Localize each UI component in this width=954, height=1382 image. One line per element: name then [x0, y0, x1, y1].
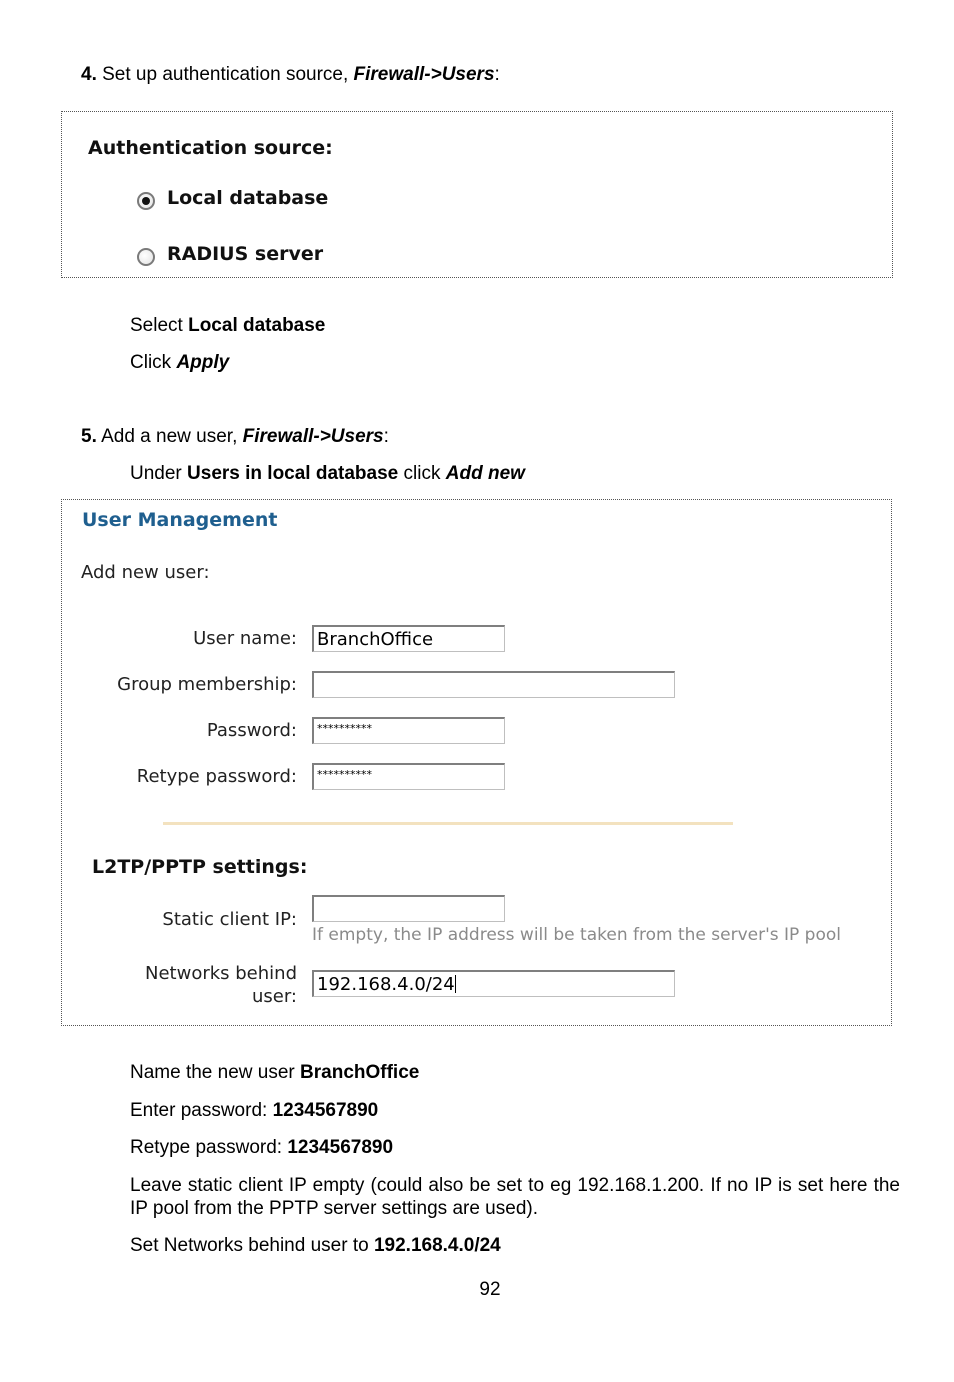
- static-ip-instruction: Leave static client IP empty (could also be set to eg 192.168.1.200. If no IP is set here the IP pool from the PPTP server settings are used).: [130, 1175, 900, 1219]
- networks-value: 192.168.4.0/24: [317, 974, 455, 995]
- username-input[interactable]: BranchOffice: [312, 625, 505, 652]
- step4-path: Firewall->Users: [353, 64, 495, 85]
- networks-behind-user-label: [102, 962, 297, 1008]
- static-client-ip-label: Static client IP:: [162, 909, 297, 930]
- networks-behind-user-input[interactable]: [312, 970, 675, 997]
- networks-instruction: [130, 1235, 501, 1257]
- username-label: User name:: [193, 628, 297, 649]
- group-membership-input[interactable]: [312, 671, 675, 698]
- auth-source-title: Authentication source:: [88, 137, 333, 159]
- pw-prefix: Enter password:: [130, 1100, 273, 1121]
- step5-colon: :: [383, 426, 389, 447]
- page-number: 92: [479, 1279, 501, 1300]
- password-input[interactable]: **********: [312, 717, 505, 744]
- click-value: Apply: [176, 352, 230, 373]
- retype-prefix: Retype password:: [130, 1137, 288, 1158]
- password-instruction: [130, 1100, 378, 1122]
- radius-server-radio[interactable]: [137, 248, 155, 266]
- user-management-panel: [61, 499, 892, 1026]
- name-instruction: [130, 1062, 419, 1084]
- group-membership-label: Group membership:: [117, 674, 297, 695]
- under-prefix: Under: [130, 463, 188, 484]
- under-instruction: [130, 463, 525, 485]
- static-ip-hint: If empty, the IP address will be taken from the server's IP pool: [312, 925, 842, 945]
- under-mid: click: [398, 463, 446, 484]
- networks-prefix: Set Networks behind user to: [130, 1235, 374, 1256]
- text-caret: [455, 975, 456, 993]
- name-value: BranchOffice: [300, 1062, 420, 1083]
- click-prefix: Click: [130, 352, 177, 373]
- step4-number: 4.: [81, 64, 97, 85]
- retype-password-label: Retype password:: [136, 766, 297, 787]
- step5-text: Add a new user,: [96, 426, 243, 447]
- l2tp-pptp-title: L2TP/PPTP settings:: [92, 856, 308, 878]
- select-value: Local database: [188, 315, 326, 336]
- retype-password-input[interactable]: **********: [312, 763, 505, 790]
- section-divider: [163, 822, 733, 825]
- networks-label-line2: user:: [251, 986, 297, 1007]
- name-prefix: Name the new user: [130, 1062, 301, 1083]
- under-action: Add new: [445, 463, 525, 484]
- local-database-radio[interactable]: [137, 192, 155, 210]
- networks-label-line1: Networks behind: [145, 963, 297, 984]
- retype-instruction: [130, 1137, 393, 1159]
- radio-selected-dot: [142, 197, 150, 205]
- networks-instruction-value: 192.168.4.0/24: [373, 1235, 501, 1256]
- user-management-title: User Management: [82, 509, 278, 531]
- password-label: Password:: [206, 720, 297, 741]
- step4-colon: :: [494, 64, 500, 85]
- retype-value: 1234567890: [287, 1137, 394, 1158]
- step5-heading: [81, 426, 389, 448]
- under-bold: Users in local database: [187, 463, 399, 484]
- step4-heading: [81, 64, 500, 86]
- select-prefix: Select: [130, 315, 189, 336]
- select-instruction: [130, 315, 325, 337]
- pw-value: 1234567890: [272, 1100, 379, 1121]
- step5-number: 5.: [81, 426, 97, 447]
- step5-path: Firewall->Users: [242, 426, 384, 447]
- radius-server-label[interactable]: RADIUS server: [167, 243, 324, 265]
- click-instruction: [130, 352, 229, 374]
- add-new-user-heading: Add new user:: [81, 562, 210, 583]
- auth-source-panel: [61, 111, 893, 278]
- step4-text: Set up authentication source,: [96, 64, 354, 85]
- static-client-ip-input[interactable]: [312, 895, 505, 922]
- local-database-label[interactable]: Local database: [167, 187, 329, 209]
